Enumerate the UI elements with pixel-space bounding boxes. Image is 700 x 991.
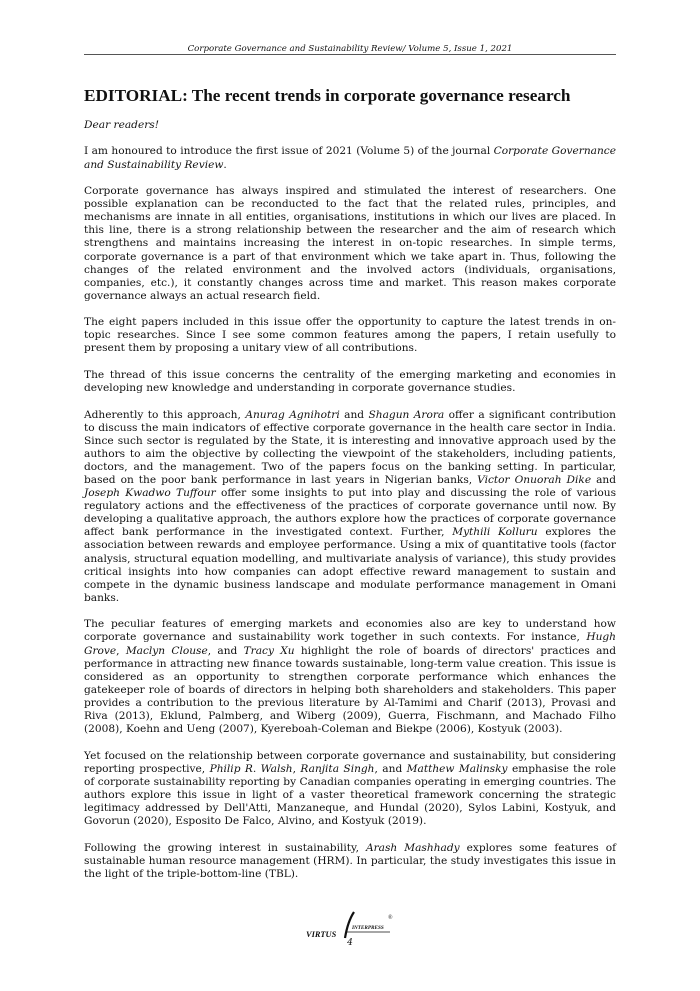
text-run: offer a significant contribution to discuss the main indicators of effective corporate governance in the health care sector in India. Since such sector is regulated by the State, it is interesting and innovative approach used by the authors to aim the objective by collecting the viewpoint of the stakeholders, including patients, doctors, and the management. Two of the papers focus on the banking setting. In particular, based on the poor bank performance in last years in Nigerian banks, [84, 408, 616, 487]
text-run: highlight the role of boards of directors' practices and performance in attracting new finance towards sustainable, long-term value creation. This issue is considered as an opportunity to strengthen corporate performance which enhances the gatekeeper role of boards of directors in helping both shareholders and stakeholders. This paper provides a contribution to the previous literature by Al-Tamimi and Charif (2013), Provasi and Riva (2013), Eklund, Palmberg, and Wiberg (2009), Guerra, Fischmann, and Machado Filho (2008), Koehn and Ueng (2007), Kyereboah-Coleman and Biekpe (2006), Kostyuk (2003). [84, 644, 616, 736]
author-name: Anurag Agnihotri [245, 408, 340, 421]
author-name: Matthew Malinsky [406, 762, 508, 775]
text-run: The peculiar features of emerging markets and economies also are key to understand how corporate governance and sustainability work together in such contexts. For instance, [84, 618, 616, 644]
page-number: 4 [347, 938, 353, 948]
author-name: Arash Mashhady [365, 841, 460, 854]
text-run: I am honoured to introduce the first issue of 2021 (Volume 5) of the journal [84, 145, 494, 158]
text-run: emphasise the role of corporate sustainability reporting by Canadian companies operating in emerging countries. The authors explore this issue in light of a vaster theoretical framework concerning the strategic legitimacy addressed by Dell'Atti, Manzaneque, and Hundal (2020), Sylos Labini, Kostyuk, and Govorun (2020), Esposito De Falco, Alvino, and Kostyuk (2019). [84, 762, 617, 828]
text-run: Yet focused on the relationship between corporate governance and sustainability, but considering reporting prospective, [84, 749, 616, 775]
logo-small-word: INTERPRESS [352, 925, 384, 931]
paragraph-thread: The thread of this issue concerns the centrality of the emerging marketing and economies in developing new knowledge and understanding in corporate governance studies. [84, 368, 616, 395]
logo-registered-mark: ® [388, 915, 393, 921]
paragraph-sustainability [84, 842, 616, 881]
text-run: , [116, 644, 126, 657]
paragraph-markets [84, 618, 616, 736]
text-run: offer some insights to put into play and discussing the role of various regulatory actions and the effectiveness of the practices of corporate governance until now. By developing a qualitative approach, the authors explore how the practices of corporate governance affect bank performance in the investigated context. Further, [84, 487, 617, 539]
text-run: , [292, 762, 301, 775]
article-body [84, 119, 616, 894]
author-name: Hugh Grove [84, 631, 616, 657]
logo-word: VIRTUS [306, 930, 337, 939]
author-name: Mythili Kolluru [452, 526, 538, 539]
greeting: Dear readers! [84, 119, 159, 131]
text-run: , and [374, 762, 407, 775]
text-run: and [339, 408, 369, 421]
author-name: Tracy Xu [243, 644, 295, 657]
paragraph-emerging [84, 409, 616, 605]
paragraph-governance: Corporate governance has always inspired and stimulated the interest of researchers. One possible explanation can be reconducted to the fact that the related rules, principles, and mechanisms are innate in all entities, organisations, institutions in which our lives are placed. In this line, there is a strong relationship between the researcher and the aim of research which strengthens and maintains increasing the interest in on-topic researches. In simple terms, corporate governance is a part of that environment which we take apart in. Thus, following the changes of the related environment and the involved actors (individuals, organisations, companies, etc.), it constantly changes across time and market. This reason makes corporate governance always an actual research field. [84, 185, 616, 302]
paragraph-intro [84, 145, 616, 171]
paragraph-papers: The eight papers included in this issue offer the opportunity to capture the latest trends in on-topic researches. Since I see some common features among the papers, I retain usefully to present them by proposing a unitary view of all contributions. [84, 316, 616, 355]
author-name: Maclyn Clouse [125, 644, 208, 657]
author-name: Victor Onuorah Dike [477, 474, 592, 487]
author-name: Philip R. Walsh [209, 762, 293, 775]
text-run: , and [207, 644, 244, 657]
journal-name: Corporate Governance and Sustainability Review [84, 145, 616, 171]
article-title: EDITORIAL: The recent trends in corporate governance research [84, 86, 571, 105]
text-run: explores some features of sustainable human resource management (HRM). In particular, the study investigates this issue in the light of the triple-bottom-line (TBL). [84, 841, 616, 880]
author-name: Shagun Arora [368, 408, 445, 421]
header-rule [84, 54, 616, 55]
text-run: and [591, 474, 617, 487]
running-header: Corporate Governance and Sustainability Review/ Volume 5, Issue 1, 2021 [187, 44, 513, 54]
text-run: Following the growing interest in sustainability, [84, 841, 366, 854]
text-run: explores the association between rewards and employee performance. Using a mix of quantitative tools (factor analysis, structural equation modelling, and multivariate analysis of variance), this study provides critical insights into how companies can adopt effective reward management to sustain and compete in the dynamic business landscape and modulate performance management in Omani banks. [84, 526, 616, 604]
paragraph-reporting [84, 750, 616, 829]
author-name: Ranjita Singh [300, 762, 375, 775]
text-run: Adherently to this approach, [84, 408, 246, 421]
author-name: Joseph Kwadwo Tuffour [84, 487, 216, 500]
text-run: . [223, 158, 227, 171]
